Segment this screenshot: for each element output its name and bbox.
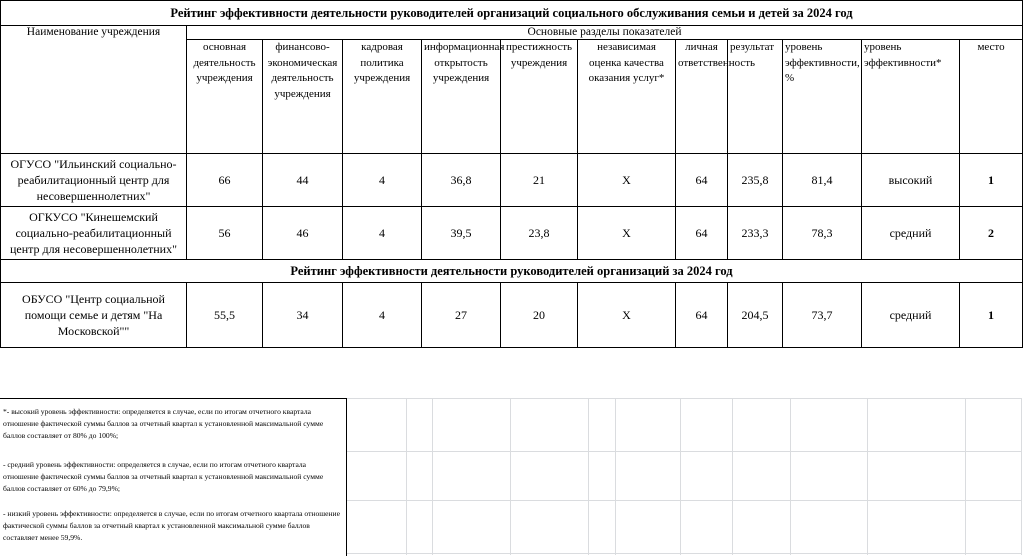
section-title: Рейтинг эффективности деятельности руководителей организаций за 2024 год: [1, 260, 1023, 283]
cell: 233,3: [728, 207, 783, 260]
place-cell: 1: [960, 283, 1023, 348]
cell: 4: [343, 207, 422, 260]
table-row: [1, 283, 1023, 348]
footnote-medium: - средний уровень эффективности: определяется в случае, если по итогам отчетного квартала отношение фактической суммы баллов за отчетный квартал к установленной максимальной сумме баллов составляет от 60% до 79,9%;: [3, 460, 324, 494]
cell: 73,7: [783, 283, 862, 348]
footnote-low: - низкий уровень эффективности: определяется в случае, если по итогам отчетного квартала отношение фактической суммы баллов за отчетный квартал к установленной максимальной сумме баллов составляет менее 59,9%.: [3, 509, 340, 543]
institution-name: ОГКУСО "Кинешемский социально-реабилитационный центр для несовершеннолетних": [1, 207, 187, 260]
cell: Х: [578, 283, 676, 348]
place-cell: 1: [960, 154, 1023, 207]
column-header: результат: [728, 40, 783, 154]
cell: 81,4: [783, 154, 862, 207]
column-header: личная ответственность: [676, 40, 728, 154]
column-header: престижность учреждения: [501, 40, 578, 154]
column-header: уровень эффективности, %: [783, 40, 862, 154]
cell: высокий: [862, 154, 960, 207]
footnote-high: *- высокий уровень эффективности: определяется в случае, если по итогам отчетного квартала отношение фактической суммы баллов за отчетный квартал к установленной максимальной сумме баллов составляет от 80% до 100%;: [3, 407, 324, 441]
sections-header: Основные разделы показателей: [187, 26, 1023, 40]
institution-name: ОГУСО "Ильинский социально-реабилитационный центр для несовершеннолетних": [1, 154, 187, 207]
cell: 44: [263, 154, 343, 207]
table-row: [1, 207, 1023, 260]
cell: Х: [578, 154, 676, 207]
column-header: место: [960, 40, 1023, 154]
cell: 64: [676, 283, 728, 348]
column-header: независимая оценка качества оказания услуг*: [578, 40, 676, 154]
cell: 56: [187, 207, 263, 260]
cell: средний: [862, 283, 960, 348]
column-header: информационная открытость учреждения: [422, 40, 501, 154]
cell: 4: [343, 154, 422, 207]
cell: 21: [501, 154, 578, 207]
cell: 235,8: [728, 154, 783, 207]
column-header: уровень эффективности*: [862, 40, 960, 154]
column-header: финансово-экономическая деятельность учреждения: [263, 40, 343, 154]
cell: 46: [263, 207, 343, 260]
institution-name: ОБУСО "Центр социальной помощи семье и детям "На Московской"": [1, 283, 187, 348]
table-row: [1, 154, 1023, 207]
cell: 66: [187, 154, 263, 207]
cell: 23,8: [501, 207, 578, 260]
cell: средний: [862, 207, 960, 260]
footnotes: [0, 398, 347, 556]
table-title: Рейтинг эффективности деятельности руководителей организаций социального обслуживания семьи и детей за 2024 год: [1, 1, 1023, 26]
cell: 34: [263, 283, 343, 348]
cell: 78,3: [783, 207, 862, 260]
cell: 55,5: [187, 283, 263, 348]
cell: 4: [343, 283, 422, 348]
cell: 20: [501, 283, 578, 348]
cell: 36,8: [422, 154, 501, 207]
column-header: кадровая политика учреждения: [343, 40, 422, 154]
cell: 64: [676, 154, 728, 207]
institution-name-header: Наименование учреждения: [1, 26, 187, 154]
cell: 204,5: [728, 283, 783, 348]
cell: 27: [422, 283, 501, 348]
cell: 64: [676, 207, 728, 260]
place-cell: 2: [960, 207, 1023, 260]
column-header: основная деятельность учреждения: [187, 40, 263, 154]
cell: Х: [578, 207, 676, 260]
cell: 39,5: [422, 207, 501, 260]
